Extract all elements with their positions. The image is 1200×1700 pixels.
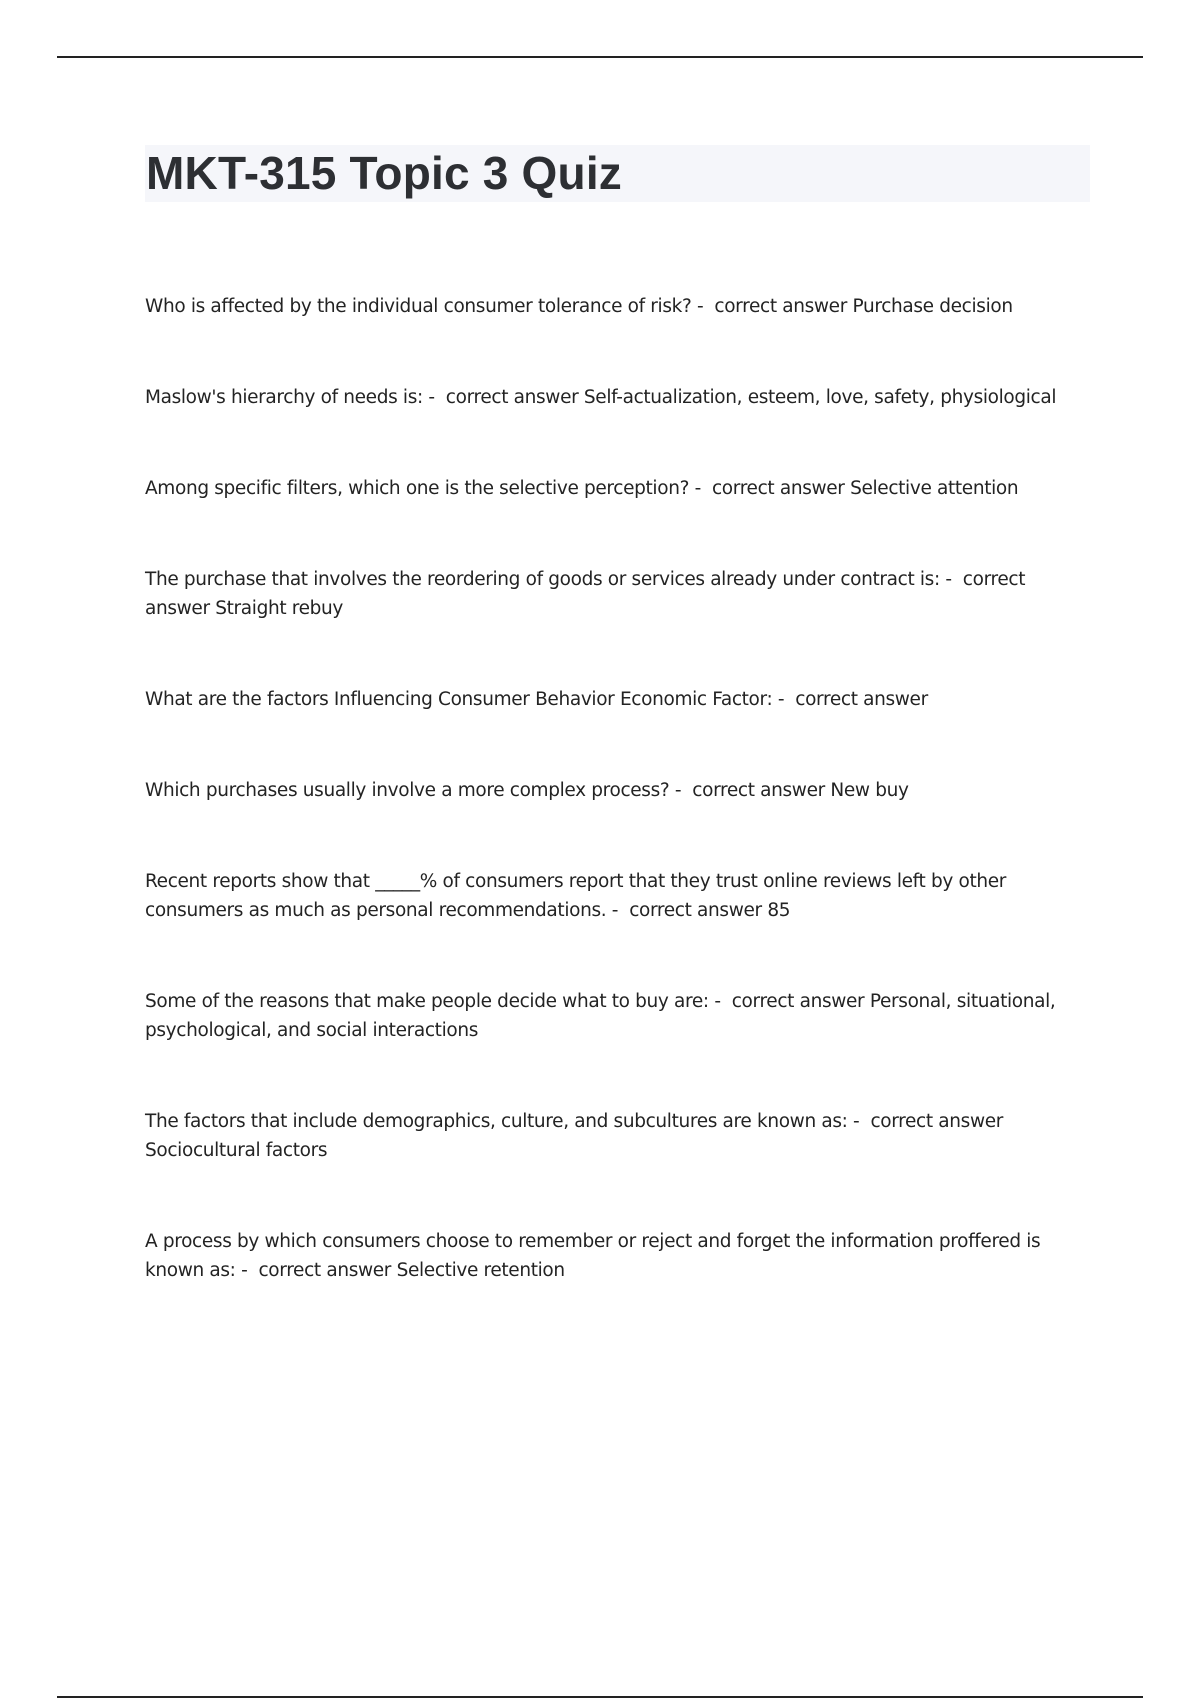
page-title: MKT-315 Topic 3 Quiz [146, 147, 622, 199]
question-text: Recent reports show that _____% of consumers report that they trust online reviews left by other consumers as much as personal recommendations. [145, 871, 1007, 921]
answer-text: 85 [767, 900, 791, 921]
question-text: The purchase that involves the reordering of goods or services already under contract is: [145, 569, 940, 590]
answer-text: Personal, situational, psychological, and social interactions [145, 991, 1056, 1041]
answer-label: correct answer [870, 1111, 1004, 1132]
qa-item [145, 776, 1075, 805]
separator: - [772, 689, 796, 710]
answer-label: correct answer [711, 478, 845, 499]
separator: - [939, 569, 963, 590]
answer-label: correct answer [795, 689, 928, 710]
separator: - [708, 991, 732, 1012]
separator: - [847, 1111, 871, 1132]
qa-item [145, 987, 1075, 1045]
answer-text: Selective retention [396, 1260, 565, 1281]
question-text: What are the factors Influencing Consumer Behavior Economic Factor: [145, 689, 773, 710]
bottom-rule [57, 1696, 1143, 1698]
question-text: Who is affected by the individual consumer tolerance of risk? [145, 296, 692, 317]
answer-label: correct answer [692, 780, 825, 801]
qa-item [145, 383, 1075, 412]
answer-text: New buy [830, 780, 909, 801]
top-rule [57, 56, 1143, 58]
question-text: Among specific filters, which one is the selective perception? [145, 478, 690, 499]
answer-label: correct answer [445, 387, 579, 408]
separator: - [235, 1260, 259, 1281]
qa-item [145, 867, 1075, 925]
qa-item [145, 1227, 1075, 1285]
answer-label: correct answer [258, 1260, 392, 1281]
question-text: Which purchases usually involve a more complex process? [145, 780, 670, 801]
qa-item [145, 474, 1075, 503]
qa-item [145, 1107, 1075, 1165]
answer-text: Purchase decision [852, 296, 1013, 317]
qa-list [145, 292, 1075, 1285]
question-text: A process by which consumers choose to remember or reject and forget the information proffered is known as: [145, 1231, 1041, 1281]
question-text: Some of the reasons that make people decide what to buy are: [145, 991, 709, 1012]
answer-text: Sociocultural factors [145, 1140, 328, 1161]
question-text: The factors that include demographics, culture, and subcultures are known as: [145, 1111, 848, 1132]
separator: - [422, 387, 446, 408]
answer-label: correct answer [731, 991, 865, 1012]
qa-item [145, 292, 1075, 321]
separator: - [691, 296, 715, 317]
answer-text: Self-actualization, esteem, love, safety, physiological [583, 387, 1057, 408]
answer-text: Straight rebuy [215, 598, 344, 619]
answer-label: correct answer [145, 569, 1026, 619]
qa-item [145, 685, 1075, 714]
separator: - [669, 780, 693, 801]
separator: - [689, 478, 712, 499]
separator: - [606, 900, 630, 921]
answer-text: Selective attention [850, 478, 1019, 499]
qa-item [145, 565, 1075, 623]
answer-label: correct answer [629, 900, 762, 921]
answer-label: correct answer [714, 296, 847, 317]
question-text: Maslow's hierarchy of needs is: [145, 387, 423, 408]
